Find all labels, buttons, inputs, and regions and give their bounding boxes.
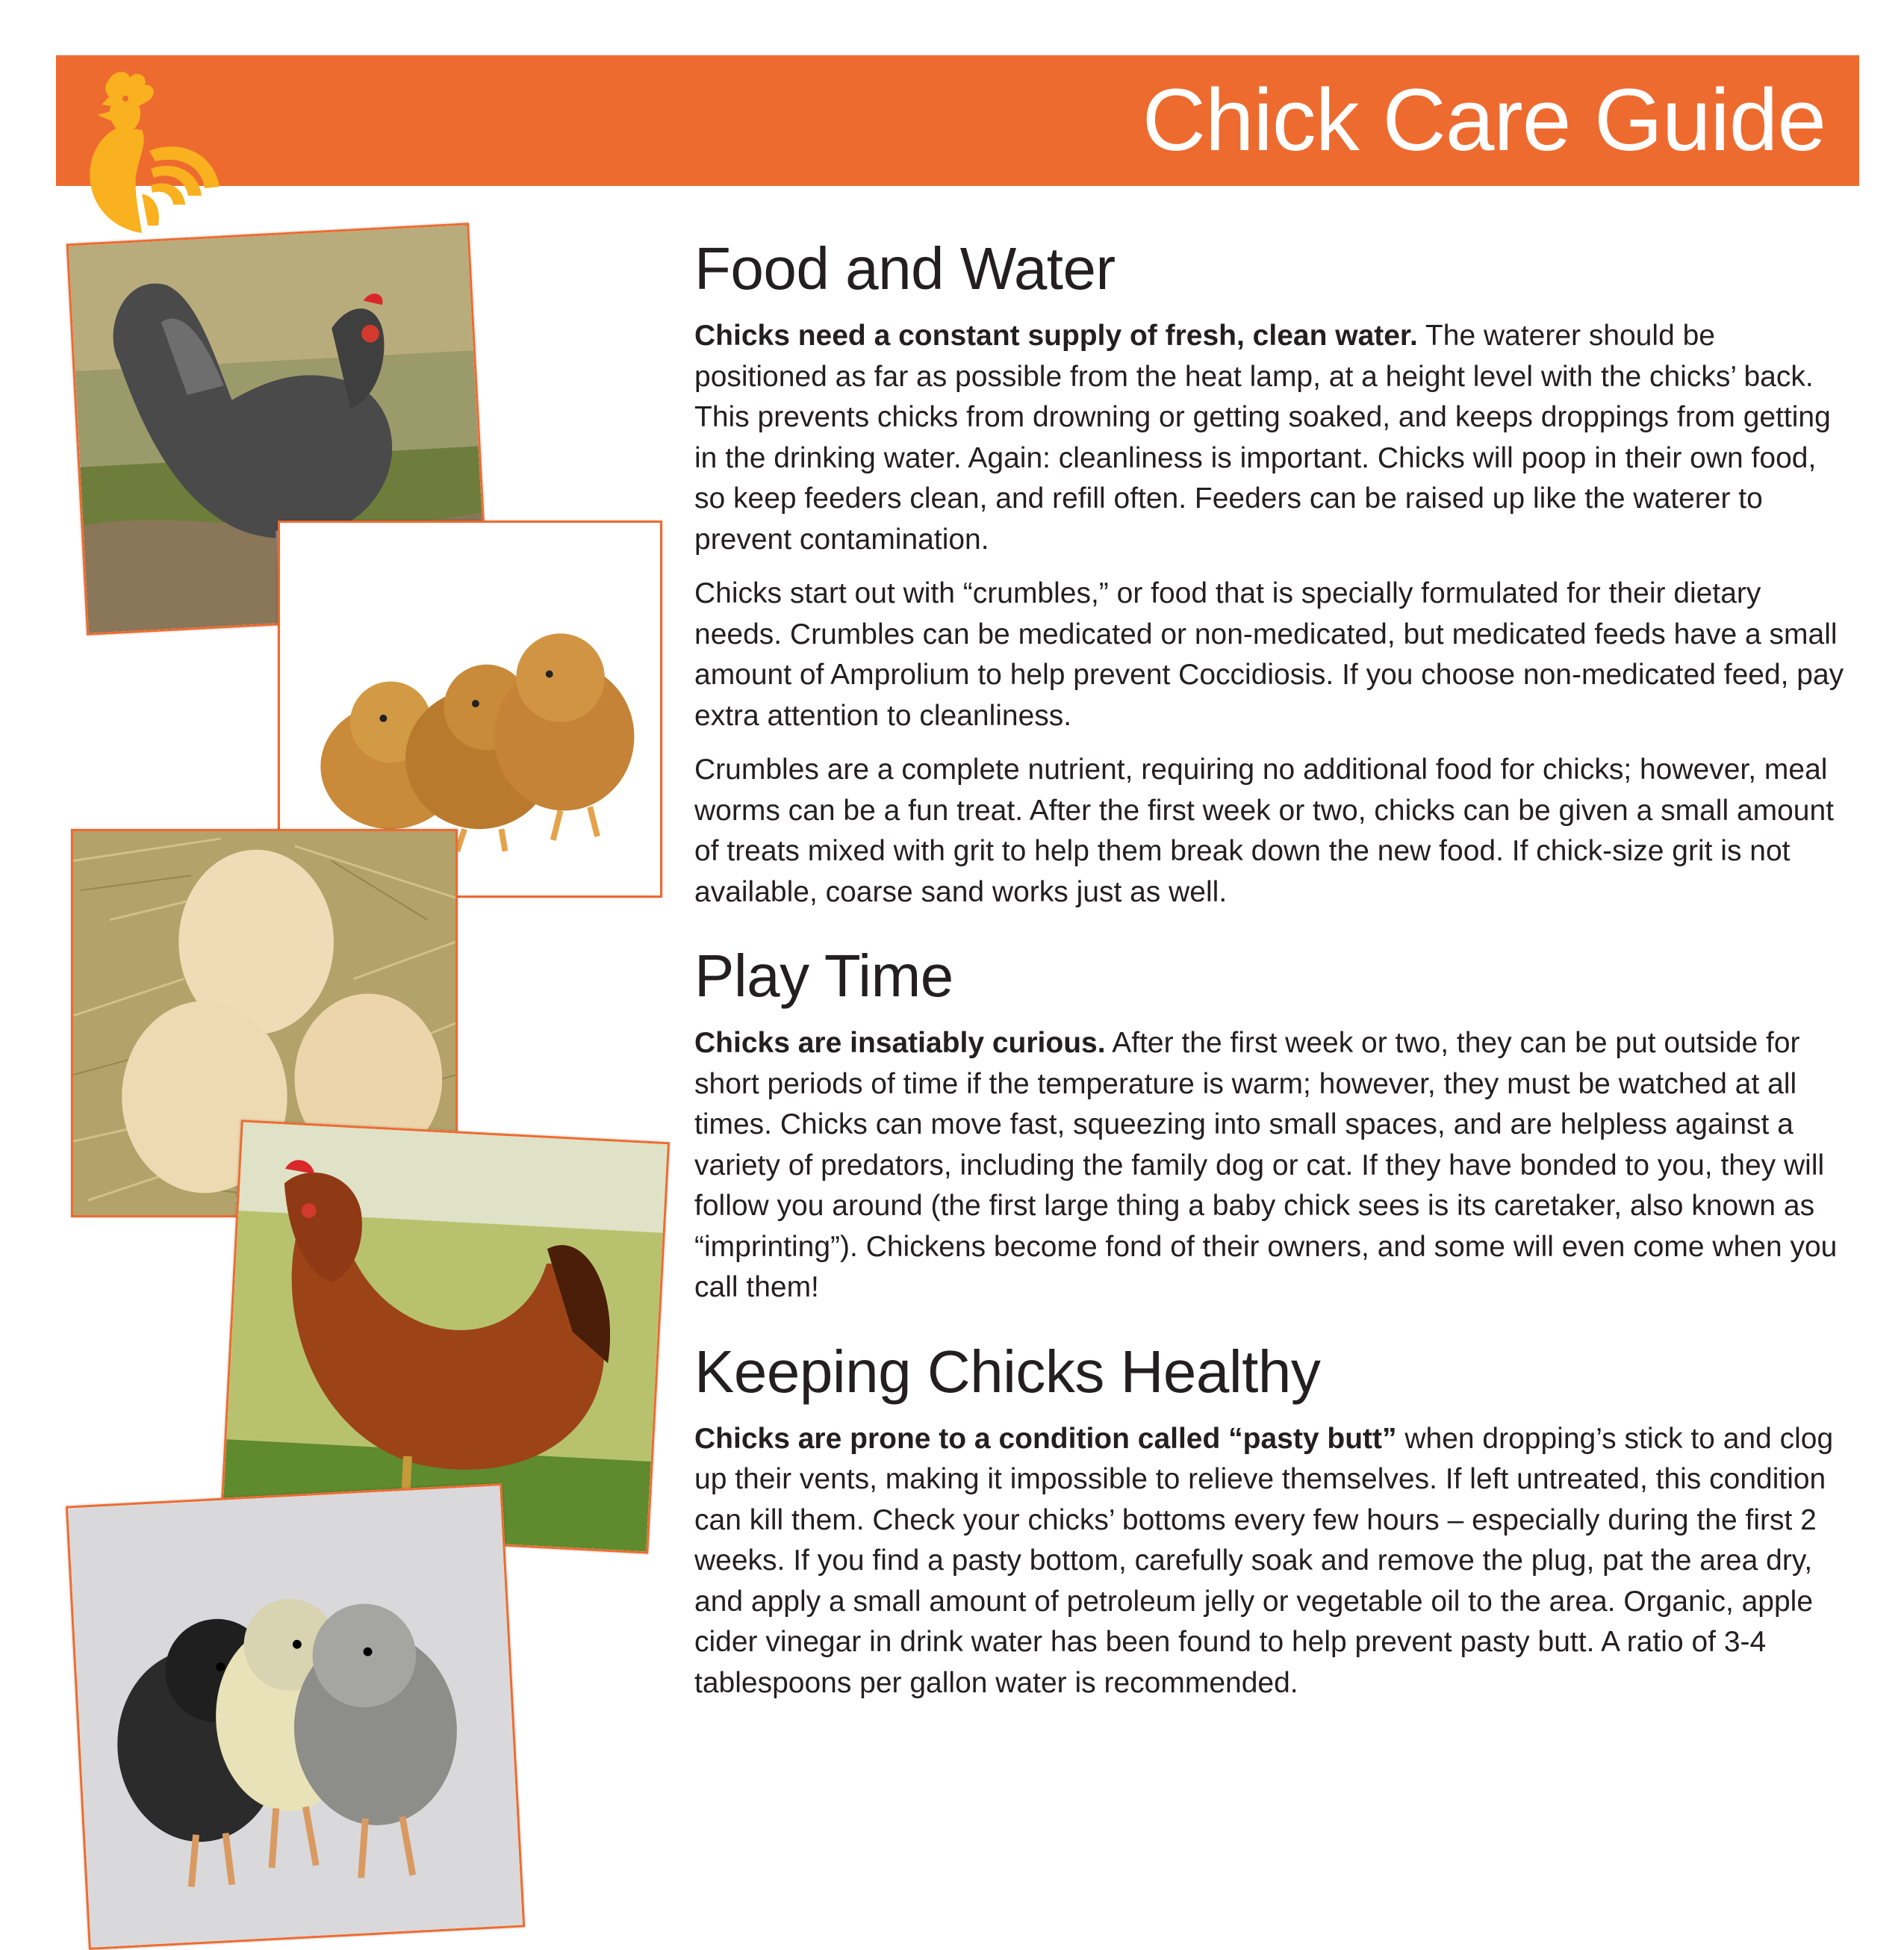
rooster-icon <box>67 67 224 235</box>
healthy-lead: Chicks are prone to a condition called “pasty butt” <box>694 1422 1397 1455</box>
content-column <box>694 228 1844 1717</box>
header-banner <box>56 55 1859 186</box>
three-fluffy-chicks-photo <box>66 1483 525 1950</box>
food-water-paragraph-1-text: The waterer should be positioned as far as possible from the heat lamp, at a height level with the chicks’ back. This prevents chicks from drowning or getting soaked, and keeps droppings from getting in the drinking water. Again: cleanliness is important. Chicks will poop in their own food, so keep feeders clean, and refill often. Feeders can be raised up like the waterer to prevent contamination. <box>694 320 1831 556</box>
food-water-paragraph-1 <box>694 316 1844 560</box>
food-water-lead: Chicks need a constant supply of fresh, clean water. <box>694 320 1418 352</box>
food-water-paragraph-2: Chicks start out with “crumbles,” or food that is specially formulated for their dietary needs. Crumbles can be medicated or non-medicated, but medicated feeds have a small amount of Amprolium to help prevent Coccidiosis. If you choose non-medicated feed, pay extra attention to cleanliness. <box>694 577 1844 732</box>
section-heading-play-time: Play Time <box>694 943 953 1009</box>
page-title: Chick Care Guide <box>1142 71 1826 170</box>
healthy-paragraph <box>694 1419 1844 1704</box>
play-time-lead: Chicks are insatiably curious. <box>694 1027 1106 1059</box>
section-heading-keeping-healthy: Keeping Chicks Healthy <box>694 1338 1321 1405</box>
play-time-paragraph-text: After the first week or two, they can be put outside for short periods of time if the temperature is warm; however, they must be watched at all times. Chicks can move fast, squeezing into small spaces, and are helpless against a variety of predators, including the family dog or cat. If they have bonded to you, they will follow you around (the first large thing a baby chick sees is its caretaker, also known as “imprinting”). Chickens become fond of their owners, and some will even come when you call them! <box>694 1027 1838 1303</box>
food-water-paragraph-3: Crumbles are a complete nutrient, requiring no additional food for chicks; however, meal worms can be a fun treat. After the first week or two, chicks can be given a small amount of treats mixed with grit to help them break down the new food. If chick-size grit is not available, coarse sand works just as well. <box>694 754 1835 908</box>
section-heading-food-water: Food and Water <box>694 235 1116 302</box>
healthy-paragraph-text: when dropping’s stick to and clog up their vents, making it impossible to relieve themselves. If left untreated, this condition can kill them. Check your chicks’ bottoms every few hours – especially during the first 2 weeks. If you find a pasty bottom, carefully soak and remove the plug, pat the area dry, and apply a small amount of petroleum jelly or vegetable oil to the area. Organic, apple cider vinegar in drink water has been found to help prevent pasty butt. A ratio of 3-4 tablespoons per gallon water is recommended. <box>694 1422 1834 1699</box>
play-time-paragraph <box>694 1023 1844 1308</box>
